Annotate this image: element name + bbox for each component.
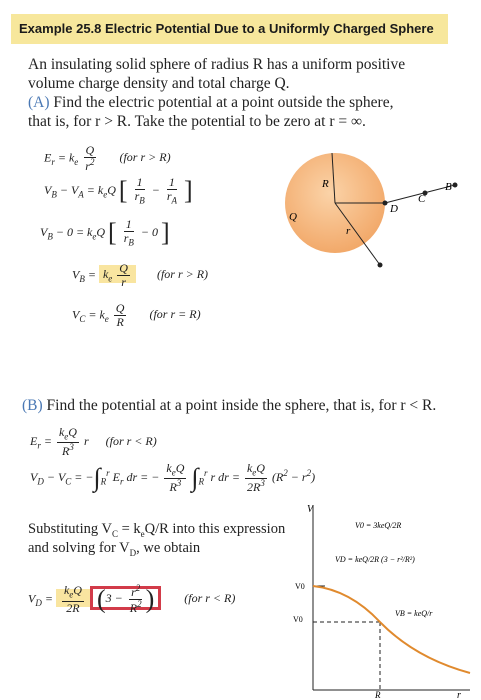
graph-y-axis-label: V — [307, 504, 314, 515]
substitution-line-1 — [28, 521, 285, 539]
subst-text-b: = k — [117, 521, 141, 537]
part-a-line-2: that is, for r > R. Take the potential to be zero at r = ∞. — [28, 113, 366, 130]
subst-sub-e: e — [140, 528, 145, 539]
part-a-tag: (A) — [28, 94, 50, 111]
eq-vb-va: $V_B - V_A = k_eQ$ [ $\frac{1}{r_B}$ − $\frac{1}{r_A}$ ] — [44, 175, 193, 206]
graph-x-tick-r: R — [375, 690, 381, 698]
eq-vd-final: $V_D$ = $\frac{k_eQ}{2R}$ (3 − $\frac{r^2}{R^2}$ ) (for r < R) — [28, 583, 236, 616]
graph-eq-vd: VD = keQ/2R (3 − r²/R²) — [335, 555, 415, 564]
sphere-figure — [270, 140, 470, 280]
example-title: Example 25.8 Electric Potential Due to a Uniformly Charged Sphere — [19, 21, 434, 36]
subst-sub-d: D — [129, 547, 137, 558]
potential-graph — [285, 498, 475, 698]
potential-curve — [313, 586, 470, 673]
eq-vb-cond: (for r > R) — [156, 267, 209, 282]
eq-vc-cond: (for r = R) — [149, 307, 201, 322]
part-a-text-1: Find the electric potential at a point outside the sphere, — [49, 94, 394, 111]
label-q: Q — [289, 211, 297, 223]
eq-er-outside: $E_r = k_e$ $\frac{Q}{r^2}$ (for r > R) — [44, 143, 171, 174]
intro-line-1: An insulating solid sphere of radius R has a uniform positive — [28, 56, 406, 73]
eq-vb-zero: $V_B - 0 = k_eQ$ [ $\frac{1}{r_B}$ − 0 ] — [40, 217, 170, 248]
graph-x-axis-label: r — [457, 690, 461, 698]
label-r-radius: R — [322, 178, 329, 190]
subst-text-a: Substituting V — [28, 521, 112, 537]
subst-text-e: , we obtain — [136, 540, 201, 556]
part-a-line-1 — [28, 94, 393, 112]
eq-vc: $V_C = k_e$ $\frac{Q}{R}$ (for r = R) — [72, 301, 201, 330]
eq-vd-vc: $V_D - V_C = -\int_R^r$ $E_r$ dr = − $\frac{k_eQ}{R^3}$ $\int_R^r$ r dr = $\frac{k_eQ}{2R^3}$ $(R^2 - r^2)$ — [30, 461, 316, 495]
part-b-line — [22, 397, 436, 415]
substitution-line-2 — [28, 540, 200, 558]
graph-eq-v0: V0 = 3keQ/2R — [355, 521, 402, 530]
graph-v0-tick: V0 — [295, 582, 305, 591]
eq-er-inside: $E_r$ = $\frac{k_eQ}{R^3}$ r (for r < R) — [30, 425, 157, 459]
label-c: C — [418, 193, 426, 205]
eq-er-outside-cond: (for r > R) — [119, 150, 171, 165]
eq-vd-cond: (for r < R) — [184, 591, 236, 606]
graph-two-thirds-tick: V0 — [293, 615, 303, 624]
subst-text-c: Q/R into this expression — [144, 521, 286, 537]
eq-vb-final: $V_B = k_e$ $\frac{Q}{r}$ (for r > R) — [72, 261, 209, 290]
part-b-text: Find the potential at a point inside the sphere, that is, for r < R. — [42, 397, 437, 414]
label-r: r — [346, 225, 351, 237]
subst-text-d: and solving for V — [28, 540, 130, 556]
label-d: D — [390, 203, 398, 215]
subst-sub-c: C — [111, 528, 118, 539]
part-b-tag: (B) — [22, 397, 43, 414]
graph-eq-vb: VB = keQ/r — [395, 609, 433, 618]
eq-er-inside-cond: (for r < R) — [105, 433, 157, 448]
label-b: B — [445, 181, 452, 193]
intro-line-2: volume charge density and total charge Q. — [28, 75, 290, 92]
